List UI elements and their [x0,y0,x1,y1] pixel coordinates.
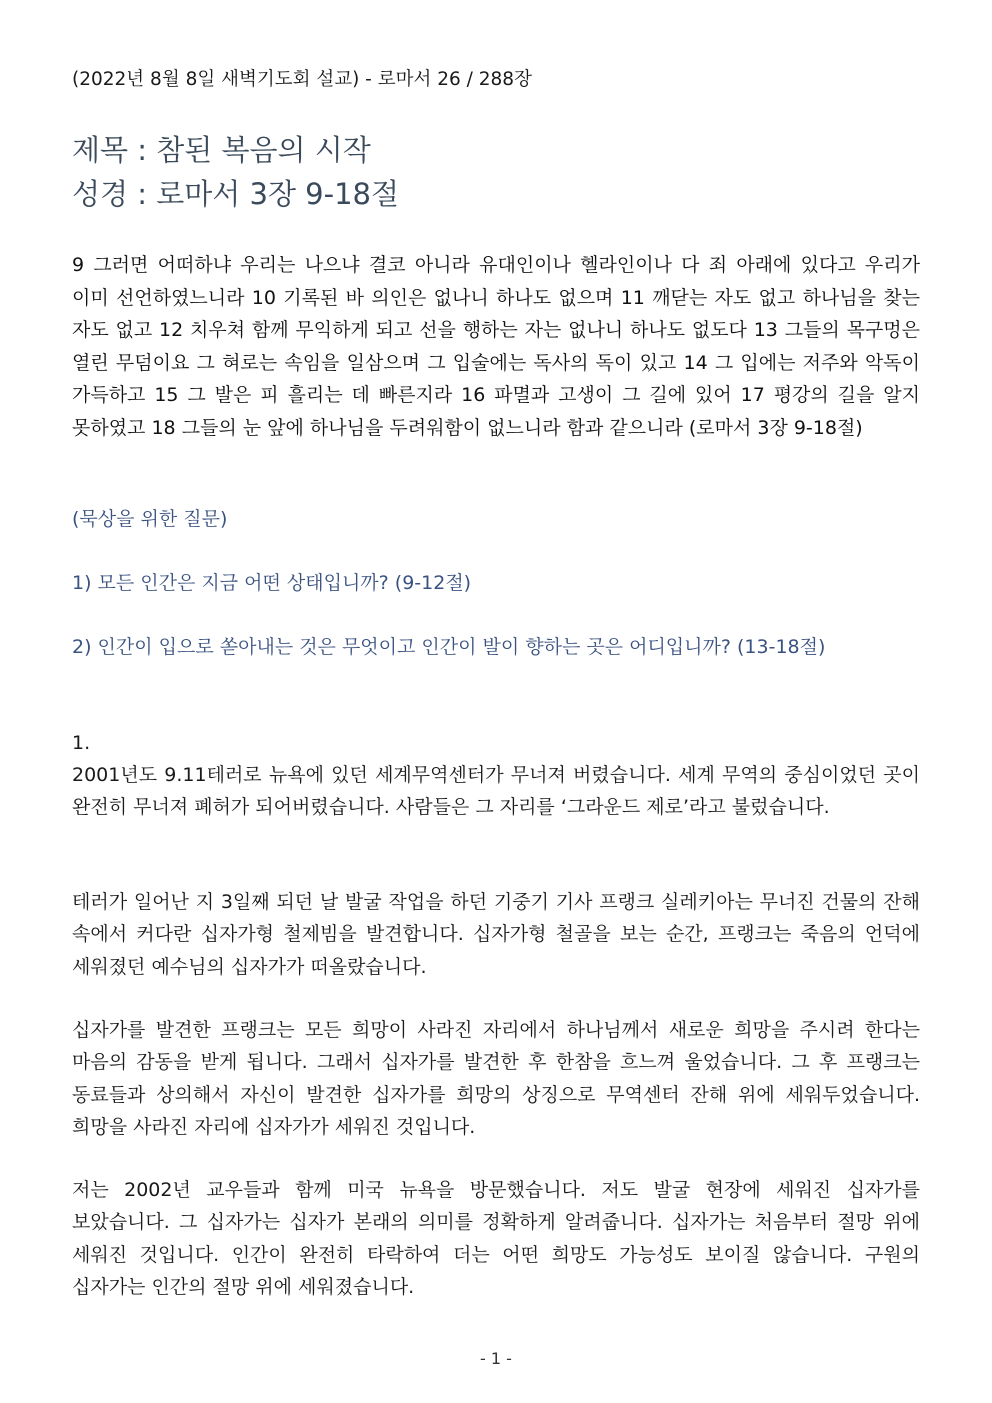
meditation-question-1: 1) 모든 인간은 지금 어떤 상태입니까? (9-12절) [72,572,472,594]
sermon-paragraph-1: 2001년도 9.11테러로 뉴욕에 있던 세계무역센터가 무너져 버렸습니다. 세계 무역의 중심이었던 곳이 완전히 무너져 폐허가 되어버렸습니다. 사람들은 그 자리를 ‘그라운드 제로’라고 불렀습니다. [72,764,920,819]
page-number: - 1 - [480,1349,512,1368]
meditation-heading: (묵상을 위한 질문) [72,508,228,530]
sermon-paragraph-2: 테러가 일어난 지 3일째 되던 날 발굴 작업을 하던 기중기 기사 프랭크 실레키아는 무너진 건물의 잔해 속에서 커다란 십자가형 철제빔을 발견합니다. 십자가형 철골을 보는 순간, 프랭크는 죽음의 언덕에 세워졌던 예수님의 십자가가 떠올랐습니다. [72,891,920,978]
section-number: 1. [72,732,91,754]
sermon-title: 제목 : 참된 복음의 시작 [72,133,371,167]
service-header: (2022년 8월 8일 새벽기도회 설교) - 로마서 26 / 288장 [72,69,532,90]
sermon-paragraph-4: 저는 2002년 교우들과 함께 미국 뉴욕을 방문했습니다. 저도 발굴 현장에 세워진 십자가를 보았습니다. 그 십자가는 십자가 본래의 의미를 정확하게 알려줍니다. 십자가는 처음부터 절망 위에 세워진 것입니다. 인간이 완전히 타락하여 더는 어떤 희망도 가능성도 보이질 않습니다. 구원의 십자가는 인간의 절망 위에 세워졌습니다. [72,1179,920,1298]
meditation-question-2: 2) 인간이 입으로 쏟아내는 것은 무엇이고 인간이 발이 향하는 곳은 어디입니까? (13-18절) [72,636,826,658]
scripture-passage: 9 그러면 어떠하냐 우리는 나으냐 결코 아니라 유대인이나 헬라인이나 다 죄 아래에 있다고 우리가 이미 선언하였느니라 10 기록된 바 의인은 없나니 하나도 없으며 11 깨닫는 자도 없고 하나님을 찾는 자도 없고 12 치우쳐 함께 무익하게 되고 선을 행하는 자는 없나니 하나도 없도다 13 그들의 목구멍은 열린 무덤이요 그 혀로는 속임을 일삼으며 그 입술에는 독사의 독이 있고 14 그 입에는 저주와 악독이 가득하고 15 그 발은 피 흘리는 데 빠른지라 16 파멸과 고생이 그 길에 있어 17 평강의 길을 알지 못하였고 18 그들의 눈 앞에 하나님을 두려워함이 없느니라 함과 같으니라 (로마서 3장 9-18절) [72,254,920,439]
sermon-paragraph-3: 십자가를 발견한 프랭크는 모든 희망이 사라진 자리에서 하나님께서 새로운 희망을 주시려 한다는 마음의 감동을 받게 됩니다. 그래서 십자가를 발견한 후 한참을 흐느껴 울었습니다. 그 후 프랭크는 동료들과 상의해서 자신이 발견한 십자가를 희망의 상징으로 무역센터 잔해 위에 세워두었습니다. 희망을 사라진 자리에 십자가가 세워진 것입니다. [72,1019,920,1138]
scripture-reference: 성경 : 로마서 3장 9-18절 [72,177,400,211]
